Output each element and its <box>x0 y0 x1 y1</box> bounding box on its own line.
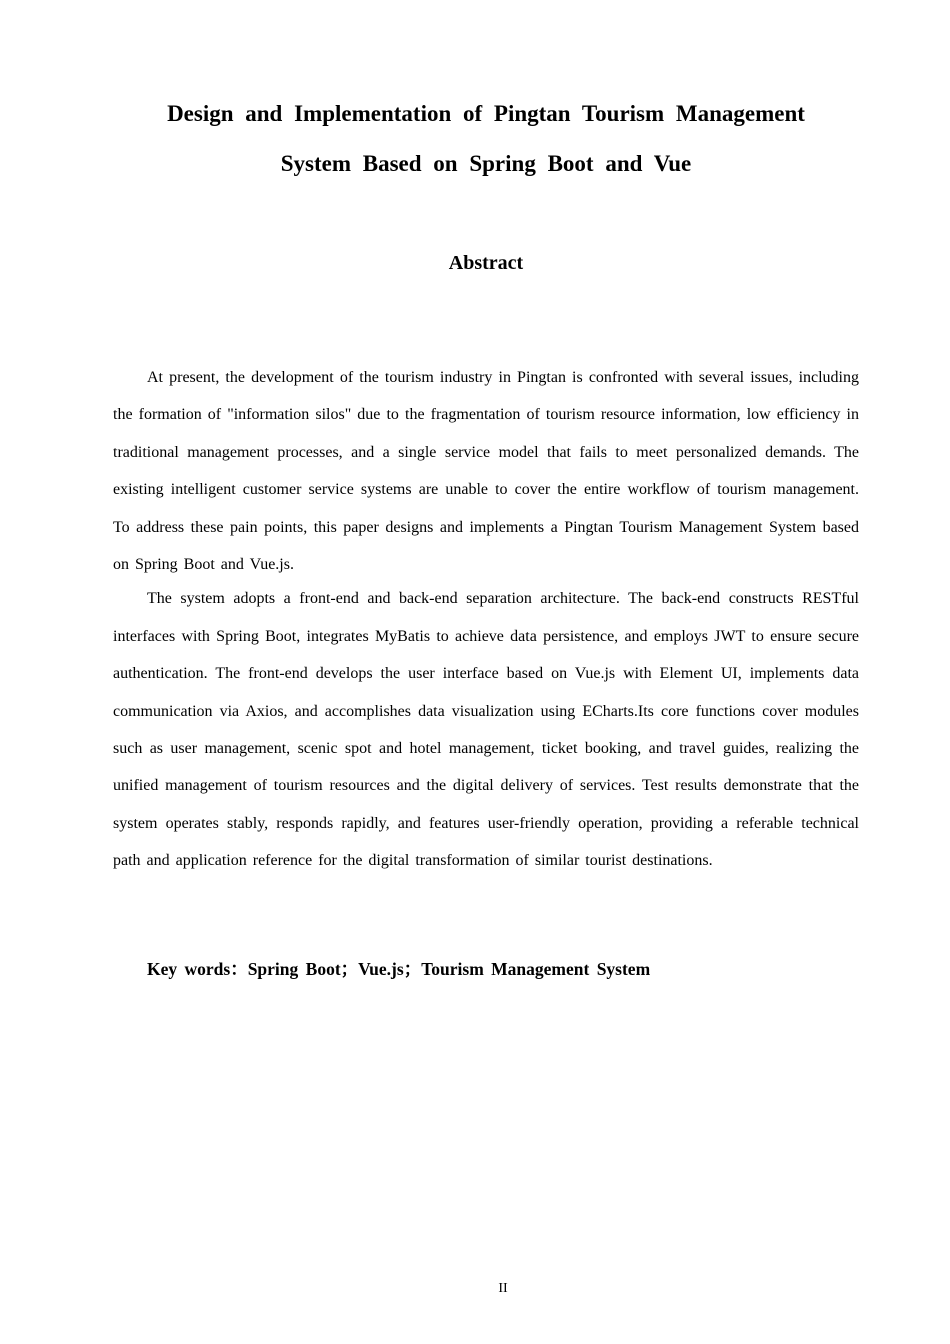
page-number: II <box>498 1281 508 1296</box>
paper-title-line-1: Design and Implementation of Pingtan Tourism Management <box>167 101 805 126</box>
abstract-body <box>113 359 859 880</box>
abstract-paragraph-2: The system adopts a front-end and back-end separation architecture. The back-end constructs RESTful interfaces with Spring Boot, integrates MyBatis to achieve data persistence, and employs JWT to ensure secure authentication. The front-end develops the user interface based on Vue.js with Element UI, implements data communication via Axios, and accomplishes data visualization using ECharts.Its core functions cover modules such as user management, scenic spot and hotel management, ticket booking, and travel guides, realizing the unified management of tourism resources and the digital delivery of services. Test results demonstrate that the system operates stably, responds rapidly, and features user-friendly operation, providing a referable technical path and application reference for the digital transformation of similar tourist destinations. <box>113 590 859 870</box>
abstract-paragraph-1: At present, the development of the tourism industry in Pingtan is confronted with several issues, including the formation of "information silos" due to the fragmentation of tourism resource information, low efficiency in traditional management processes, and a single service model that fails to meet personalized demands. The existing intelligent customer service systems are unable to cover the entire workflow of tourism management. To address these pain points, this paper designs and implements a Pingtan Tourism Management System based on Spring Boot and Vue.js. <box>113 369 859 574</box>
abstract-heading: Abstract <box>448 252 524 274</box>
keywords-line: Key words：Spring Boot；Vue.js；Tourism Management System <box>147 959 651 979</box>
paper-title-line-2: System Based on Spring Boot and Vue <box>280 151 692 176</box>
